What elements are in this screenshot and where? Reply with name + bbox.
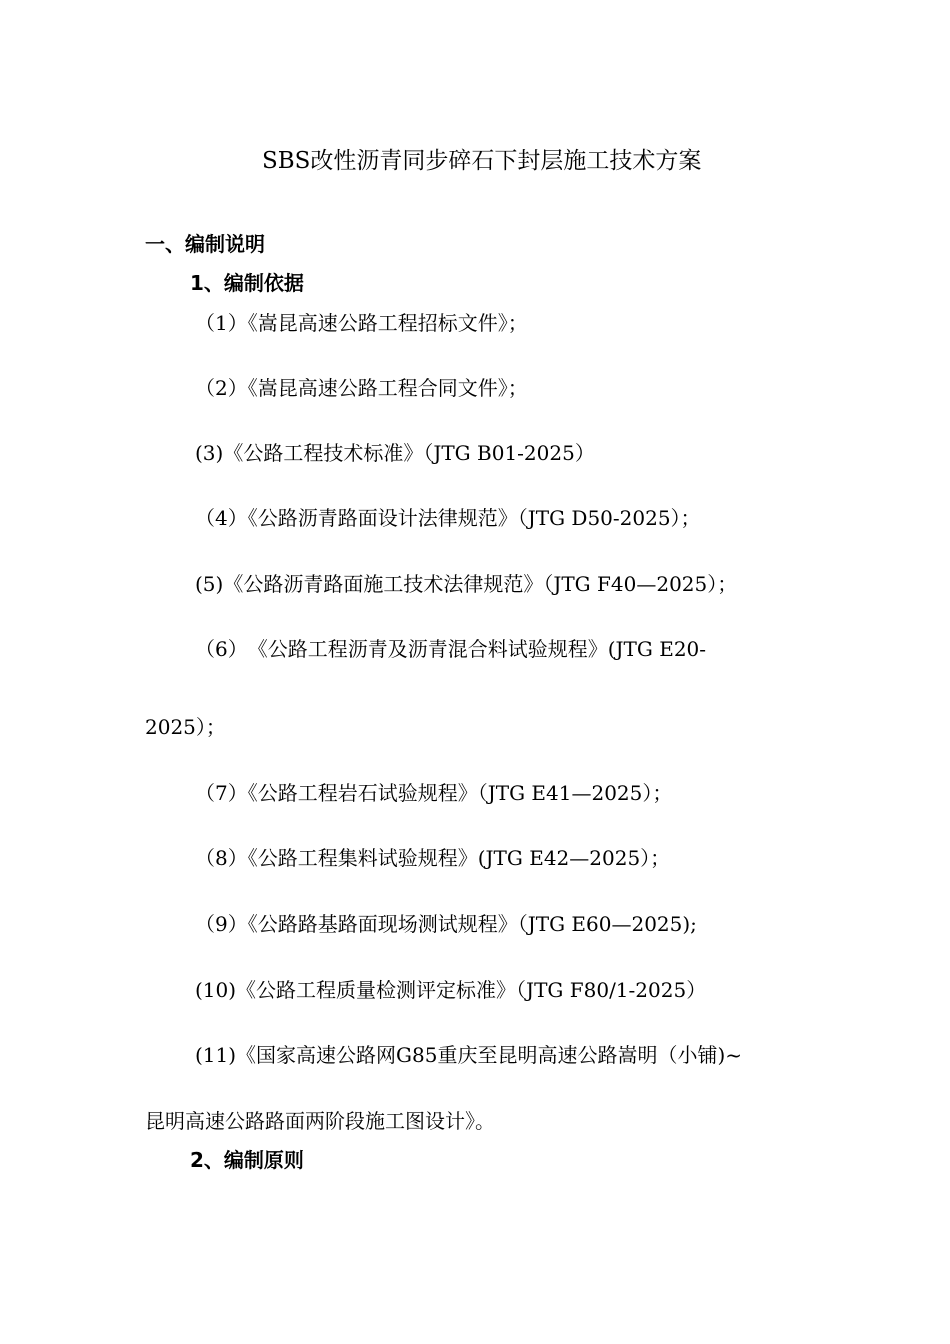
reference-item-6: （6） 《公路工程沥青及沥青混合料试验规程》(JTG E20- — [195, 637, 707, 661]
reference-item-7: （7）《公路工程岩石试验规程》（JTG E41—2025）； — [195, 781, 673, 805]
reference-item-8: （8）《公路工程集料试验规程》(JTG E42—2025）； — [195, 846, 671, 870]
reference-item-5: (5)《公路沥青路面施工技术法律规范》（JTG F40—2025）； — [195, 572, 738, 596]
document-title: SBS改性沥青同步碎石下封层施工技术方案 — [262, 148, 702, 174]
reference-item-1: （1）《嵩昆高速公路工程招标文件》； — [195, 311, 528, 335]
reference-item-10: (10)《公路工程质量检测评定标准》（JTG F80/1-2025） — [195, 978, 707, 1002]
reference-item-11: (11)《国家高速公路网G85重庆至昆明高速公路嵩明（小铺)~ — [195, 1043, 743, 1067]
reference-item-11-continuation: 昆明高速公路路面两阶段施工图设计》。 — [145, 1109, 495, 1133]
reference-item-4: （4）《公路沥青路面设计法律规范》（JTG D50-2025）； — [195, 506, 701, 530]
reference-item-6-continuation: 2025）； — [145, 715, 226, 739]
reference-item-3: (3)《公路工程技术标准》（JTG B01-2025） — [195, 441, 595, 465]
subsection-heading-compilation-basis: 1、编制依据 — [190, 271, 304, 295]
subsection-heading-compilation-principles: 2、编制原则 — [190, 1148, 304, 1172]
section-heading-compilation-notes: 一、编制说明 — [145, 232, 265, 256]
reference-item-9: （9）《公路路基路面现场测试规程》（JTG E60—2025); — [195, 912, 697, 936]
reference-item-2: （2）《嵩昆高速公路工程合同文件》； — [195, 376, 528, 400]
